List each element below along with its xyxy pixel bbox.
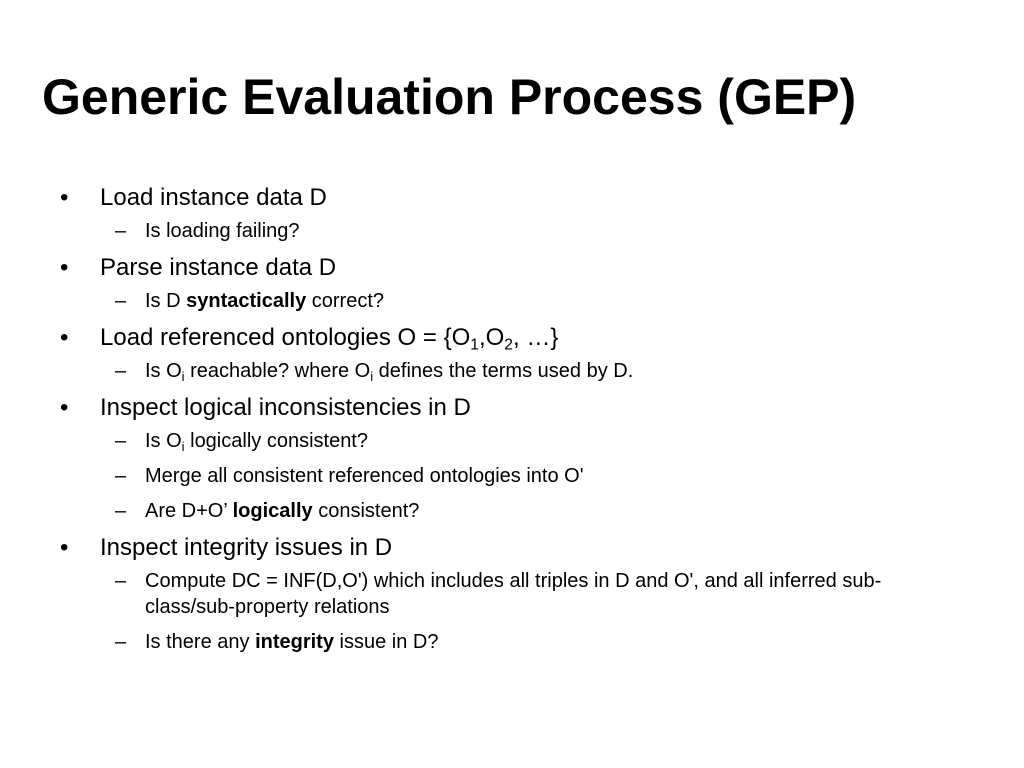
bullet-mark: •	[60, 534, 69, 561]
dash-mark: –	[115, 290, 127, 312]
sub-bullet-text: Compute DC = INF(D,O') which includes all triples in D and O', and all inferred sub-class/sub-property relations	[145, 570, 882, 618]
sub-bullet-text-middle: reachable? where O	[184, 360, 371, 382]
bullet-item	[0, 533, 1024, 563]
sub-bullet-text-prefix: Is O	[145, 430, 182, 452]
bullet-text-suffix: , …}	[512, 324, 559, 351]
sub-bullet-text-prefix: Is O	[145, 360, 182, 382]
bullet-list	[0, 183, 1024, 665]
bullet-mark: •	[60, 394, 69, 421]
bullet-text: Parse instance data D	[100, 254, 337, 281]
subscript: 2	[504, 336, 513, 354]
emphasis-syntactically: syntactically	[186, 290, 307, 312]
bullet-text: Inspect integrity issues in D	[100, 534, 393, 561]
sub-bullet-item	[0, 498, 1024, 524]
subscript: 1	[470, 336, 479, 354]
emphasis-logically: logically	[232, 500, 313, 522]
dash-mark: –	[115, 631, 127, 653]
bullet-item	[0, 183, 1024, 213]
sub-bullet-text-suffix: consistent?	[312, 500, 420, 522]
bullet-item	[0, 253, 1024, 283]
sub-bullet-text-suffix: issue in D?	[333, 631, 439, 653]
sub-bullet-item	[0, 288, 1024, 314]
sub-bullet-item	[0, 218, 1024, 244]
sub-bullet-item	[0, 358, 1024, 384]
dash-mark: –	[115, 465, 127, 487]
sub-bullet-text: Merge all consistent referenced ontologies into O'	[145, 465, 584, 487]
bullet-mark: •	[60, 184, 69, 211]
dash-mark: –	[115, 430, 127, 452]
bullet-mark: •	[60, 254, 69, 281]
dash-mark: –	[115, 220, 127, 242]
bullet-item	[0, 323, 1024, 353]
sub-bullet-item	[0, 428, 1024, 454]
bullet-item	[0, 393, 1024, 423]
bullet-text: Load instance data D	[100, 184, 327, 211]
emphasis-integrity: integrity	[255, 631, 334, 653]
bullet-text-middle: ,O	[478, 324, 505, 351]
dash-mark: –	[115, 360, 127, 382]
bullet-mark: •	[60, 324, 69, 351]
subscript: i	[181, 438, 185, 454]
sub-bullet-text-prefix: Is D	[145, 290, 187, 312]
bullet-text: Inspect logical inconsistencies in D	[100, 394, 471, 421]
sub-bullet-text-prefix: Is there any	[145, 631, 256, 653]
sub-bullet-item	[0, 568, 1024, 620]
sub-bullet-text-suffix: logically consistent?	[184, 430, 368, 452]
sub-bullet-text: Is loading failing?	[145, 220, 300, 242]
dash-mark: –	[115, 570, 127, 592]
sub-bullet-item	[0, 463, 1024, 489]
subscript: i	[370, 368, 374, 384]
bullet-text-prefix: Load referenced ontologies O = {O	[100, 324, 471, 351]
sub-bullet-text-suffix: correct?	[306, 290, 385, 312]
slide-title: Generic Evaluation Process (GEP)	[42, 69, 857, 125]
sub-bullet-item	[0, 629, 1024, 655]
dash-mark: –	[115, 500, 127, 522]
sub-bullet-text-suffix: defines the terms used by D.	[373, 360, 634, 382]
sub-bullet-text-prefix: Are D+O’	[145, 500, 233, 522]
subscript: i	[181, 368, 185, 384]
